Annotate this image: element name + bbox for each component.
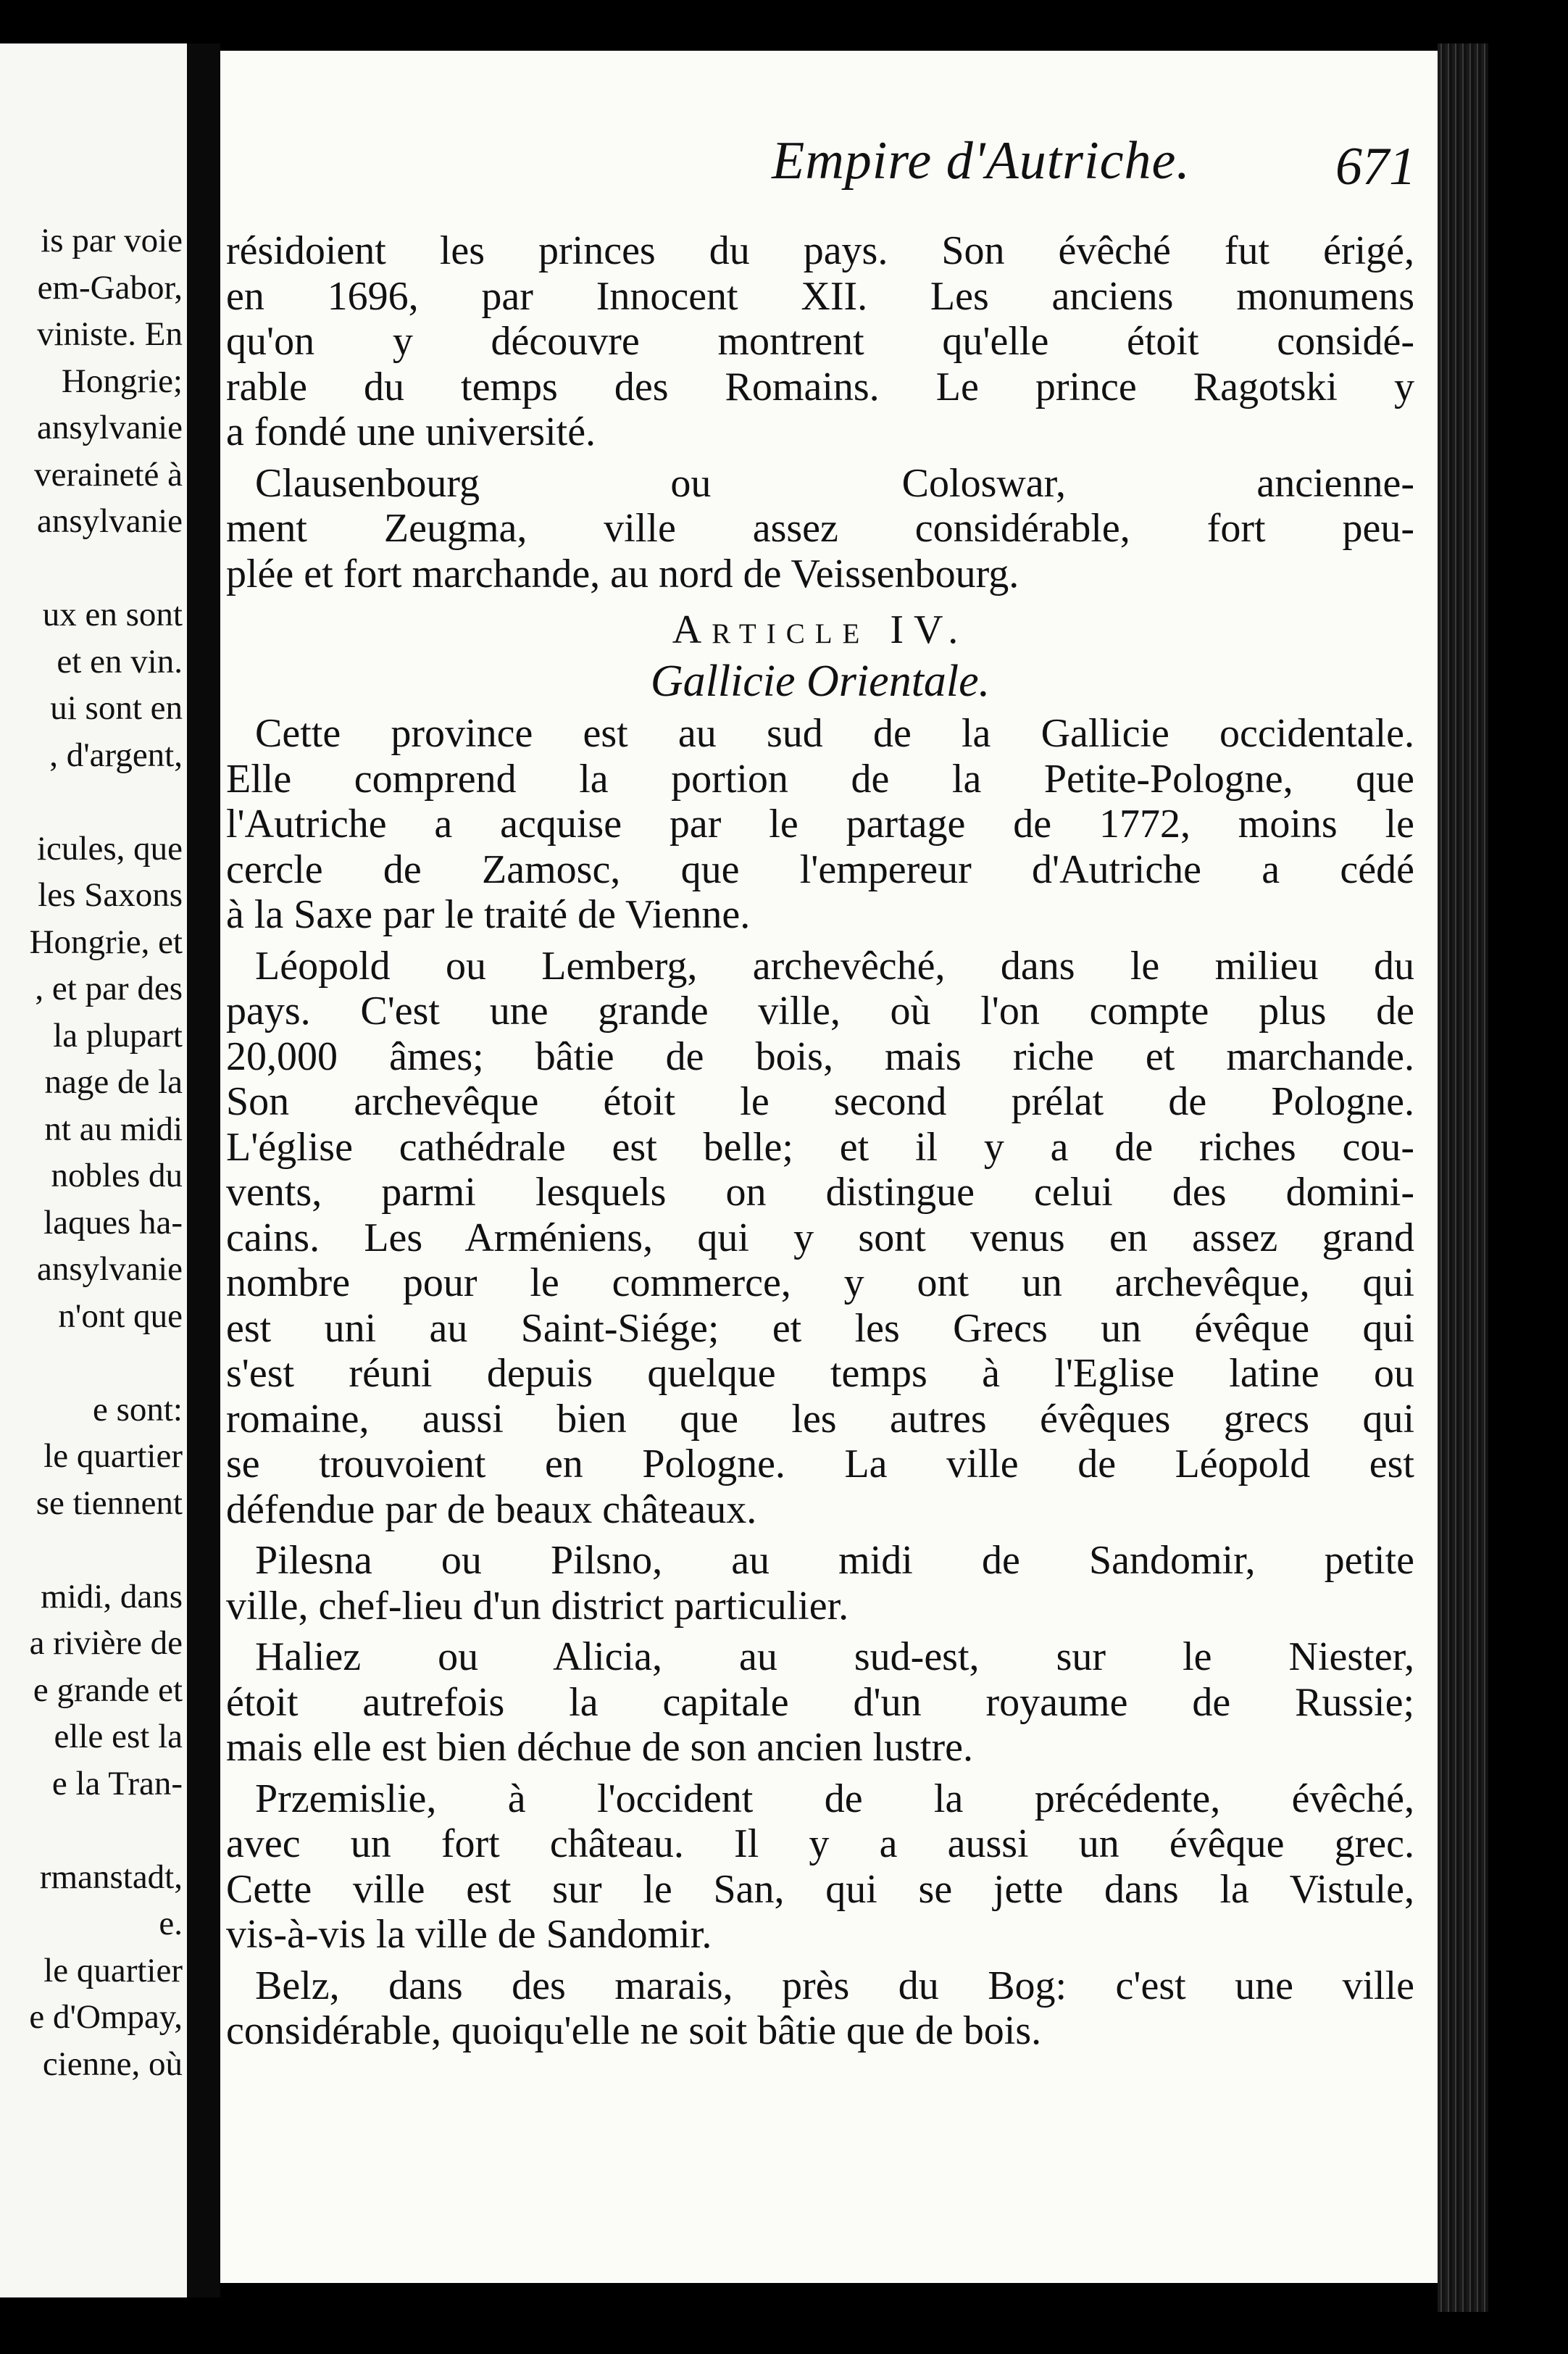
paragraph-province <box>226 711 1414 938</box>
page-body <box>226 228 1414 2054</box>
left-page-line <box>0 1526 183 1573</box>
left-page-line: ansylvanie <box>37 1250 183 1288</box>
left-page-line: elle est la <box>54 1718 183 1755</box>
left-page-line: nobles du <box>51 1157 183 1194</box>
left-page-line <box>0 778 183 825</box>
text-line: ville, chef-lieu d'un district particulier. <box>226 1583 849 1629</box>
text-line: cains. Les Arméniens, qui y sont venus en assez grand <box>226 1215 1414 1260</box>
text-line: à la Saxe par le traité de Vienne. <box>226 892 751 937</box>
text-line: résidoient les princes du pays. Son évêché fut érigé, <box>226 228 1414 273</box>
text-line: l'Autriche a acquise par le partage de 1772, moins le <box>226 802 1414 847</box>
left-page-line: Hongrie, et <box>29 923 183 961</box>
left-page-line: ui sont en <box>50 689 183 727</box>
left-page-fragment <box>0 43 187 2297</box>
left-page-line: em-Gabor, <box>37 268 183 307</box>
left-page-line: laques ha- <box>43 1203 183 1242</box>
paragraph-przemislie <box>226 1776 1414 1958</box>
left-page-line: e grande et <box>33 1671 183 1709</box>
text-line: pays. C'est une grande ville, où l'on compte plus de <box>226 989 1414 1033</box>
text-line: Cette province est au sud de la Gallicie occidentale. <box>255 711 1414 756</box>
article-heading: Article IV. <box>672 607 969 652</box>
paragraph-leopold <box>226 944 1414 1533</box>
text-line: considérable, quoiqu'elle ne soit bâtie que de bois. <box>226 2008 1042 2053</box>
text-line: étoit autrefois la capitale d'un royaume de Russie; <box>226 1679 1414 1725</box>
paragraph-haliez <box>226 1634 1414 1771</box>
text-line: qu'on y découvre montrent qu'elle étoit considé- <box>226 319 1414 364</box>
left-page-line: le quartier <box>43 1951 183 1989</box>
text-line: est uni au Saint-Siége; et les Grecs un évêque qui <box>226 1305 1414 1351</box>
left-page-line: nt au midi <box>44 1110 183 1148</box>
left-page-line: les Saxons <box>38 876 183 914</box>
left-page-line: midi, dans <box>41 1577 183 1615</box>
text-line: Son archevêque étoit le second prélat de Pologne. <box>226 1079 1414 1124</box>
left-page-line: Hongrie; <box>61 362 183 400</box>
left-page-line: , et par des <box>35 970 183 1007</box>
text-line: Clausenbourg ou Coloswar, ancienne- <box>255 460 1414 506</box>
text-line: se trouvoient en Pologne. La ville de Léopold est <box>226 1442 1414 1486</box>
paragraph-clausenbourg <box>226 461 1414 597</box>
left-page-line: et en vin. <box>57 642 183 681</box>
left-page-line: is par voie <box>41 222 183 259</box>
left-page-line: e d'Ompay, <box>29 1998 183 2036</box>
left-page-line: e la Tran- <box>51 1764 183 1802</box>
left-page-line: ansylvanie <box>37 409 183 446</box>
text-line: a fondé une université. <box>226 409 596 454</box>
text-line: Léopold ou Lemberg, archevêché, dans le milieu du <box>255 943 1414 989</box>
left-page-line: n'ont que <box>58 1297 183 1335</box>
left-page-line: la plupart <box>53 1016 183 1055</box>
text-line: s'est réuni depuis quelque temps à l'Eglise latine ou <box>226 1351 1414 1396</box>
left-page-line: ux en sont <box>42 596 183 633</box>
left-page-line: le quartier <box>43 1437 183 1475</box>
right-page <box>220 51 1438 2283</box>
running-title: Empire d'Autriche. <box>772 131 1190 191</box>
left-page-line: viniste. En <box>36 315 183 353</box>
left-page-line: nage de la <box>44 1063 183 1101</box>
text-line: Pilesna ou Pilsno, au midi de Sandomir, petite <box>255 1538 1414 1583</box>
text-line: défendue par de beaux châteaux. <box>226 1486 757 1532</box>
text-line: nombre pour le commerce, y ont un archevêque, qui <box>226 1260 1414 1305</box>
left-page-lines <box>0 217 183 2087</box>
left-page-line: a rivière de <box>29 1624 183 1662</box>
text-line: mais elle est bien déchue de son ancien lustre. <box>226 1725 973 1770</box>
left-page-line: e. <box>159 1905 183 1942</box>
page-edges <box>1438 43 1488 2312</box>
left-page-line <box>0 545 183 592</box>
text-line: plée et fort marchande, au nord de Veissenbourg. <box>226 551 1019 596</box>
text-line: vis-à-vis la ville de Sandomir. <box>226 1912 712 1957</box>
text-line: romaine, aussi bien que les autres évêques grecs qui <box>226 1396 1414 1442</box>
text-line: avec un fort château. Il y a aussi un évêque grec. <box>226 1821 1414 1866</box>
left-page-line: veraineté à <box>34 455 183 494</box>
text-line: Belz, dans des marais, près du Bog: c'est une ville <box>255 1963 1414 2008</box>
left-page-line: cienne, où <box>42 2045 183 2083</box>
page-number: 671 <box>1335 137 1416 196</box>
left-page-line: e sont: <box>92 1390 183 1428</box>
text-line: cercle de Zamosc, que l'empereur d'Autriche a cédé <box>226 847 1414 892</box>
left-page-line: , d'argent, <box>49 736 183 774</box>
text-line: 20,000 âmes; bâtie de bois, mais riche et marchande. <box>226 1033 1414 1079</box>
paragraph-pilesna <box>226 1538 1414 1629</box>
text-line: Przemislie, à l'occident de la précédente, évêché, <box>255 1776 1414 1821</box>
left-page-line: se tiennent <box>36 1484 183 1522</box>
text-line: rable du temps des Romains. Le prince Ragotski y <box>226 364 1414 409</box>
section-title: Gallicie Orientale. <box>650 657 991 706</box>
left-page-line: icules, que <box>37 829 183 868</box>
text-line: Elle comprend la portion de la Petite-Pologne, que <box>226 756 1414 802</box>
text-line: Haliez ou Alicia, au sud-est, sur le Niester, <box>255 1634 1414 1679</box>
text-line: L'église cathédrale est belle; et il y a de riches cou- <box>226 1124 1414 1170</box>
paragraph-belz <box>226 1963 1414 2054</box>
book-gutter <box>187 43 220 2297</box>
left-page-line: rmanstadt, <box>39 1858 183 1896</box>
text-line: Cette ville est sur le San, qui se jette dans la Vistule, <box>226 1866 1414 1912</box>
text-line: vents, parmi lesquels on distingue celui des domini- <box>226 1170 1414 1215</box>
text-line: ment Zeugma, ville assez considérable, fort peu- <box>226 506 1414 551</box>
text-line: en 1696, par Innocent XII. Les anciens monumens <box>226 273 1414 319</box>
left-page-line: ansylvanie <box>37 502 183 540</box>
left-page-line <box>0 1339 183 1386</box>
left-page-line <box>0 1807 183 1854</box>
paragraph-ragotski <box>226 228 1414 455</box>
